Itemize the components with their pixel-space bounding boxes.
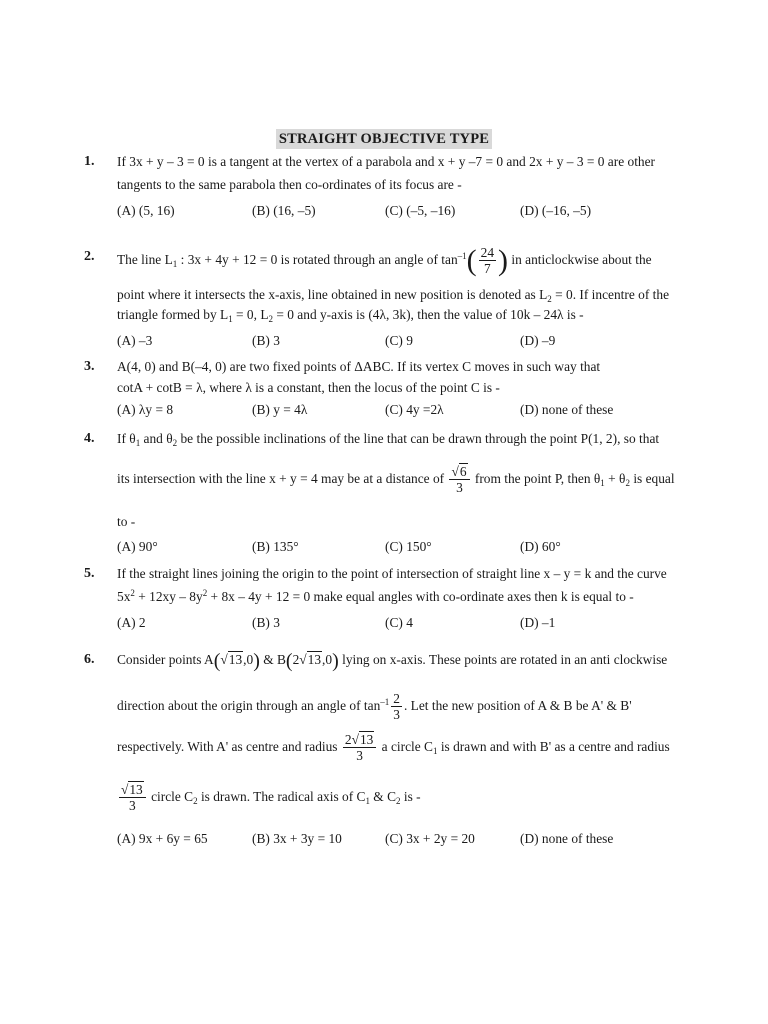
option-a: (A) (5, 16): [117, 203, 175, 218]
option-c: (C) 3x + 2y = 20: [385, 831, 475, 846]
option-c: (C) 150°: [385, 539, 432, 554]
option-d: (D) –9: [520, 333, 556, 348]
option-a: (A) 90°: [117, 539, 158, 554]
question-4-line-3: to -: [117, 514, 136, 529]
option-d: (D) (–16, –5): [520, 203, 592, 218]
option-d: (D) –1: [520, 615, 556, 630]
option-d: (D) none of these: [520, 402, 614, 417]
section-heading: STRAIGHT OBJECTIVE TYPE: [276, 129, 492, 149]
fraction: $\frac{√6}{3}$: [449, 464, 469, 495]
option-c: (C) 9: [385, 333, 413, 348]
option-b: (B) y = 4λ: [252, 402, 308, 417]
question-3-line-1: A(4, 0) and B(–4, 0) are two fixed points of ΔABC. If its vertex C moves in such way that: [117, 359, 601, 374]
question-number-6: 6.: [84, 652, 95, 667]
option-a: (A) 2: [117, 615, 146, 630]
question-6-line-2: direction about the origin through an angle of $\tan^{-1}$ $\frac{2}{3}$ . Let the new position of A & B be A' & B': [117, 691, 632, 723]
question-number-1: 1.: [84, 154, 95, 169]
fraction: $\frac{√13}{3}$: [119, 782, 146, 813]
option-c: (C) 4y =2λ: [385, 402, 444, 417]
option-b: (B) 3x + 3y = 10: [252, 831, 342, 846]
option-b: (B) 3: [252, 615, 280, 630]
question-number-3: 3.: [84, 359, 95, 374]
question-number-5: 5.: [84, 566, 95, 581]
fraction: $\frac{2}{3}$: [393, 691, 400, 723]
question-6-line-4: $\frac{√13}{3}$ circle $C_2$ is drawn. The radical axis of $C_1$ & $C_2$ is -: [121, 782, 421, 814]
option-d: (D) 60°: [520, 539, 561, 554]
question-number-4: 4.: [84, 431, 95, 446]
question-5-line-2: $5x^2 + 12xy - 8y^2 + 8x - 4y + 12 = 0$ make equal angles with co-ordinate axes then k is equal to -: [117, 588, 634, 604]
question-6-line-1: Consider points A(√13,0) & B(2√13,0) lying on x-axis. These points are rotated in an anti clockwise: [117, 649, 668, 672]
question-4-line-2: its intersection with the line x + y = 4 may be at a distance of $\frac{√6}{3}$ from the point P, then $\theta_1 + \theta_2$ is equal: [117, 464, 675, 496]
fraction: $\frac{24}{7}$: [480, 245, 495, 277]
option-a: (A) λy = 8: [117, 402, 174, 417]
question-2-line-1: The line $L_1$ : 3x + 4y + 12 = 0 is rotated through an angle of $\tan^{-1}$( $\frac{24}{7}$ ) in anticlockwise about the: [117, 243, 652, 277]
question-5-line-1: If the straight lines joining the origin to the point of intersection of straight line x – y = k and the curve: [117, 566, 667, 581]
question-4-line-1: If $\theta_1$ and $\theta_2$ be the possible inclinations of the line that can be drawn through the point P(1, 2), so that: [117, 431, 660, 448]
option-c: (C) (–5, –16): [385, 203, 456, 218]
question-2-line-2: point where it intersects the x-axis, line obtained in new position is denoted as $L_2 = 0$. If incentre of the: [117, 287, 670, 304]
question-number-2: 2.: [84, 249, 95, 264]
option-b: (B) 3: [252, 333, 280, 348]
question-3-line-2: cotA + cotB = λ, where λ is a constant, then the locus of the point C is -: [117, 380, 500, 395]
question-2-line-3: triangle formed by $L_1 = 0$, $L_2 = 0$ and y-axis is (4λ, 3k), then the value of 10k – 24λ is -: [117, 307, 584, 324]
option-a: (A) 9x + 6y = 65: [117, 831, 208, 846]
option-d: (D) none of these: [520, 831, 614, 846]
option-b: (B) (16, –5): [252, 203, 316, 218]
option-a: (A) –3: [117, 333, 153, 348]
fraction: $\frac{2√13}{3}$: [343, 732, 376, 763]
question-1-line-2: tangents to the same parabola then co-ordinates of its focus are -: [117, 177, 462, 192]
question-6-line-3: respectively. With A' as centre and radius $\frac{2√13}{3}$ a circle $C_1$ is drawn and with B' as a centre and radius: [117, 732, 670, 764]
question-1-line-1: If 3x + y – 3 = 0 is a tangent at the vertex of a parabola and x + y –7 = 0 and 2x + y – 3 = 0 are other: [117, 154, 656, 169]
option-c: (C) 4: [385, 615, 413, 630]
option-b: (B) 135°: [252, 539, 299, 554]
